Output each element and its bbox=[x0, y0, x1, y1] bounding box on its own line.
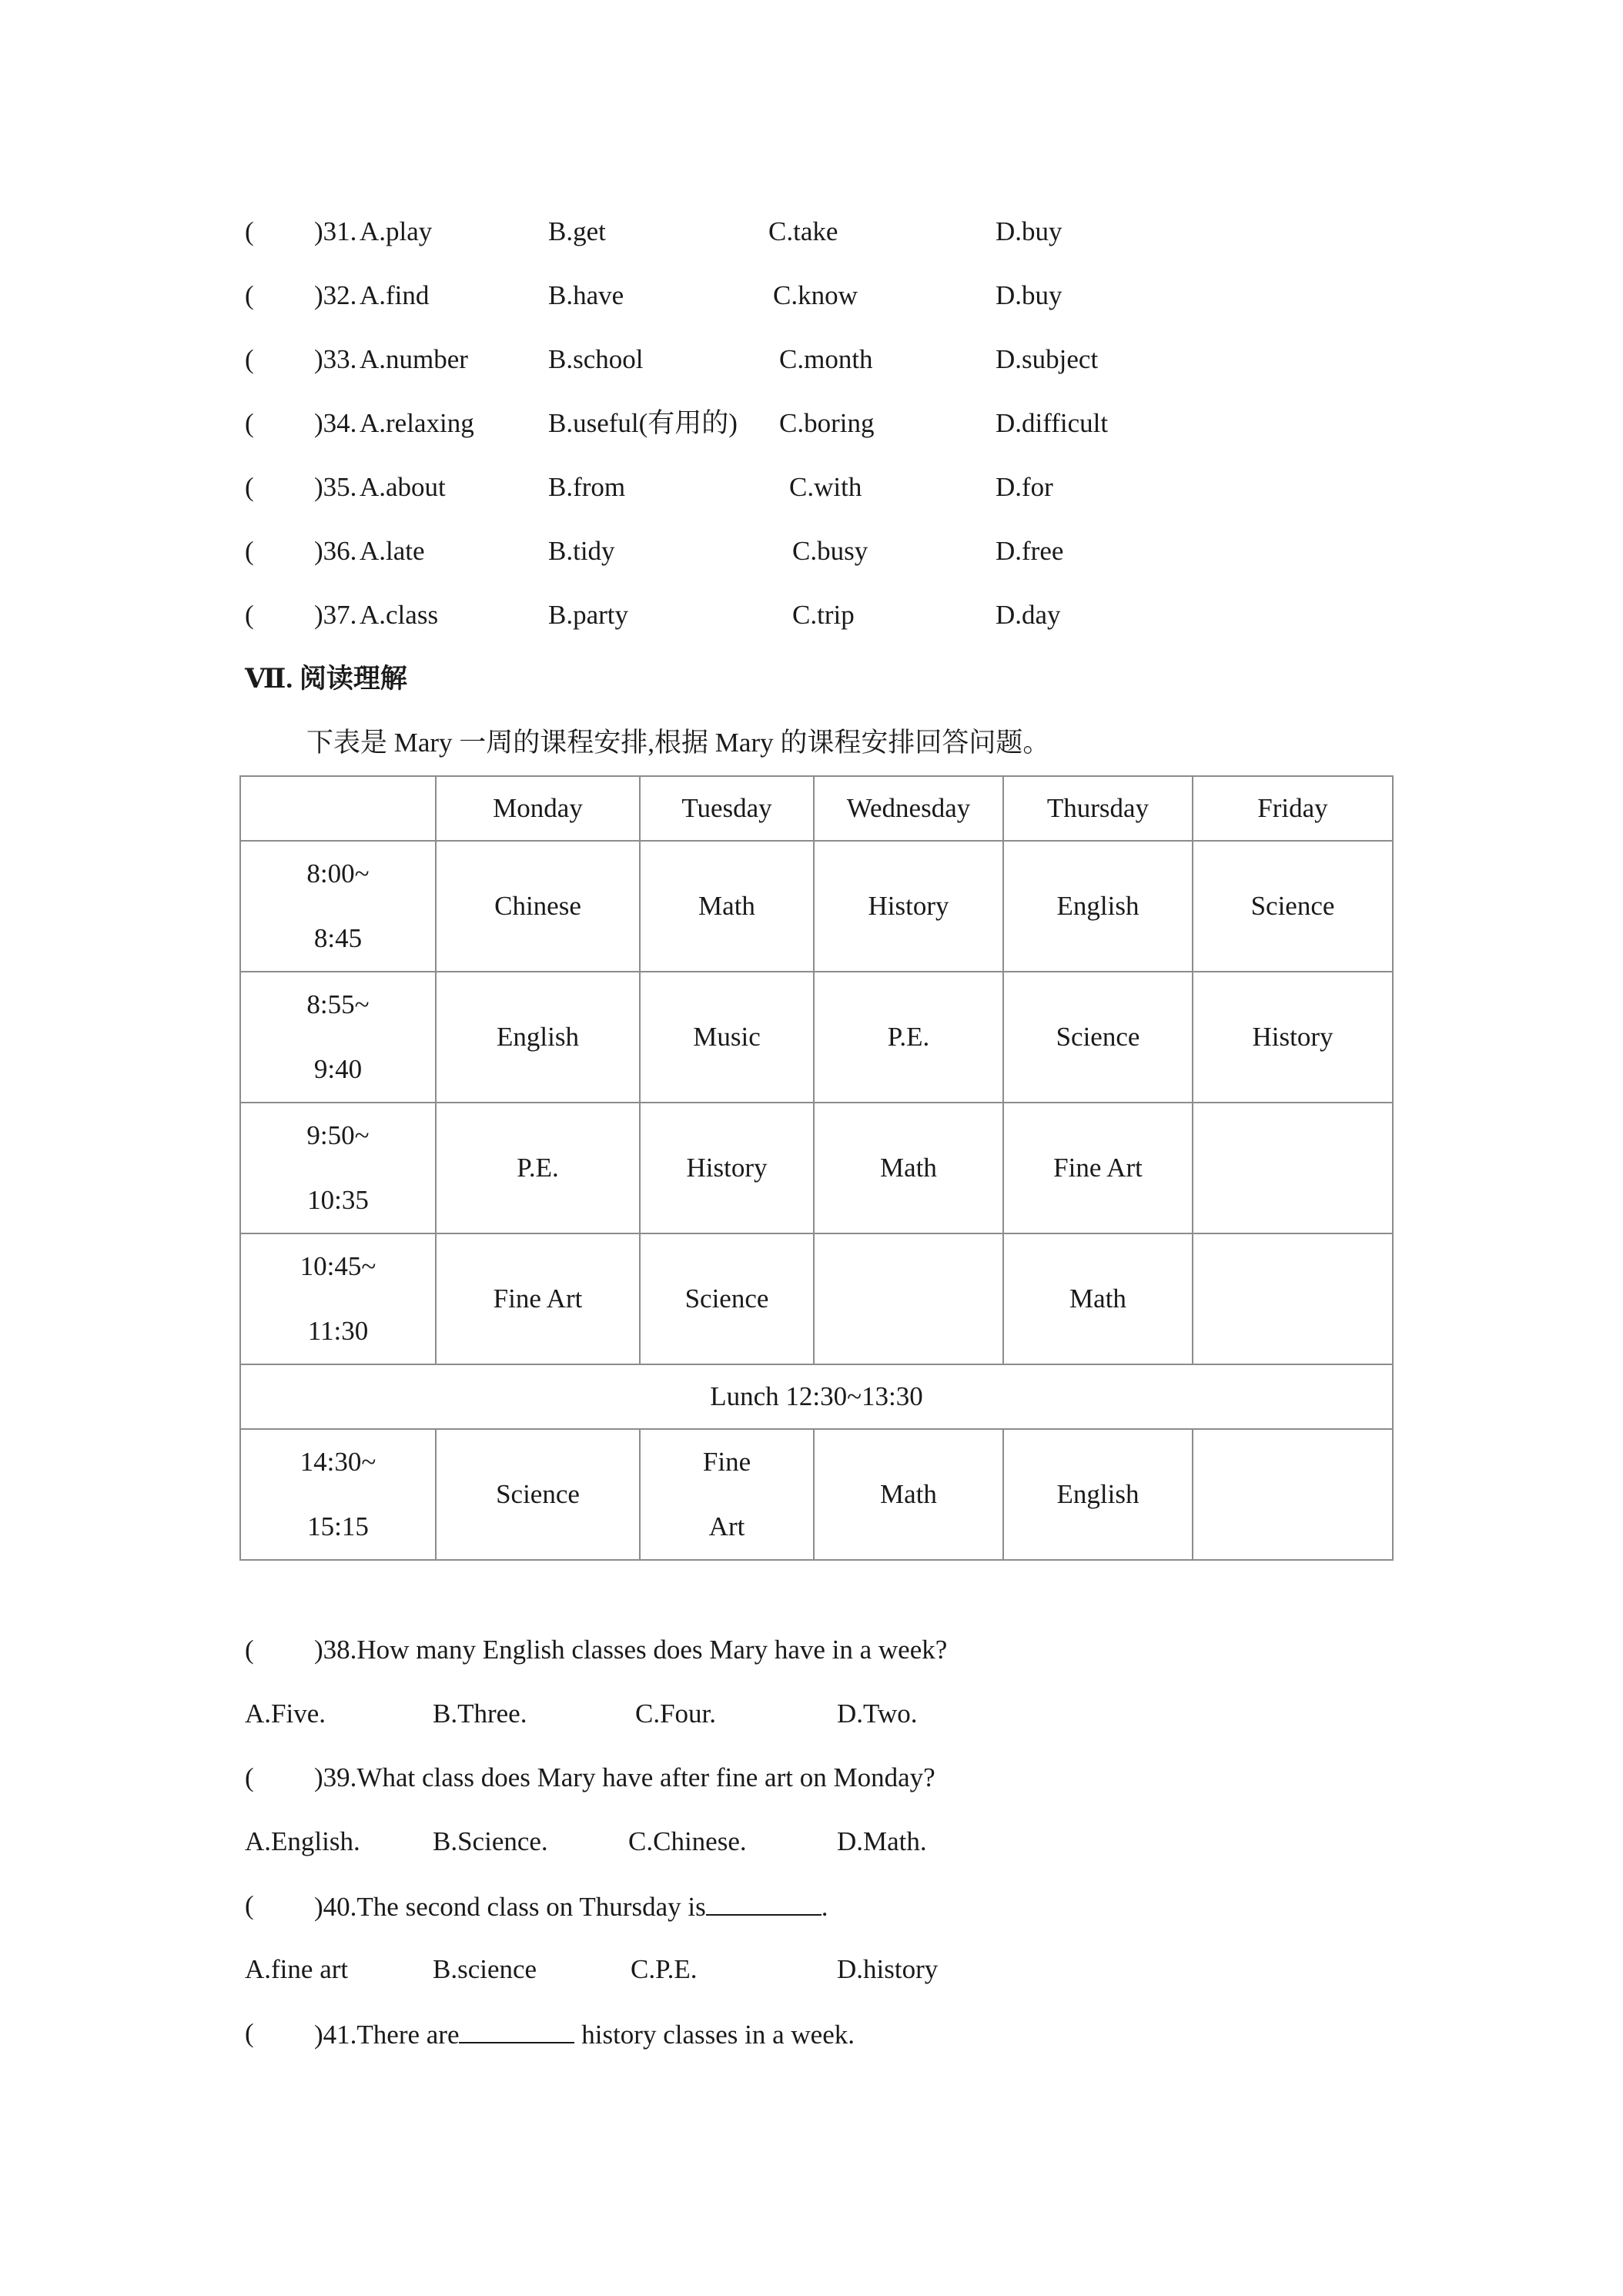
class-cell-line: Fine bbox=[702, 1447, 751, 1477]
answer-paren[interactable]: ( bbox=[245, 280, 254, 310]
answer-blank[interactable] bbox=[459, 2014, 574, 2043]
option-b: B.have bbox=[548, 280, 624, 310]
question-number: )37. bbox=[314, 600, 357, 630]
answer-paren[interactable]: ( bbox=[245, 1762, 254, 1792]
time-end: 15:15 bbox=[307, 1511, 369, 1541]
answer-paren[interactable]: ( bbox=[245, 408, 254, 438]
class-cell: Math bbox=[814, 1103, 1003, 1233]
time-start: 14:30~ bbox=[300, 1447, 376, 1477]
option-b: B.useful(有用的) bbox=[548, 408, 738, 438]
timetable-row bbox=[240, 972, 1393, 1103]
time-start: 10:45~ bbox=[300, 1251, 376, 1281]
option-d: D.subject bbox=[996, 344, 1099, 374]
class-cell bbox=[1193, 1429, 1393, 1560]
timetable-row bbox=[240, 1103, 1393, 1233]
class-cell: Science bbox=[1193, 841, 1393, 972]
option-b: B.from bbox=[548, 472, 626, 502]
option-b: B.Science. bbox=[433, 1826, 548, 1856]
answer-paren[interactable]: ( bbox=[245, 536, 254, 566]
timetable-header-row bbox=[240, 776, 1393, 841]
timetable-row-afternoon bbox=[240, 1429, 1393, 1560]
class-cell: English bbox=[1003, 1429, 1193, 1560]
option-b: B.Three. bbox=[433, 1699, 527, 1729]
class-cell: Math bbox=[640, 841, 814, 972]
class-cell: Science bbox=[436, 1429, 640, 1560]
option-d: D.Math. bbox=[837, 1826, 927, 1856]
option-c: C.busy bbox=[792, 536, 868, 566]
time-start: 8:55~ bbox=[306, 989, 370, 1019]
question-number: )35. bbox=[314, 472, 357, 502]
question-stem-after: . bbox=[821, 1892, 828, 1922]
option-a: A.number bbox=[360, 344, 468, 374]
option-d: D.buy bbox=[996, 216, 1062, 246]
option-b: B.get bbox=[548, 216, 606, 246]
question-stem bbox=[314, 2014, 855, 2054]
option-a: A.fine art bbox=[245, 1954, 349, 1984]
question-number: )34. bbox=[314, 408, 357, 438]
time-cell bbox=[240, 841, 436, 972]
class-cell: Music bbox=[640, 972, 814, 1103]
option-c: C.trip bbox=[792, 600, 855, 630]
answer-paren[interactable]: ( bbox=[245, 600, 254, 630]
time-start: 8:00~ bbox=[306, 858, 370, 889]
answer-blank[interactable] bbox=[706, 1886, 822, 1916]
option-a: A.late bbox=[360, 536, 425, 566]
class-cell: Science bbox=[1003, 972, 1193, 1103]
answer-paren[interactable]: ( bbox=[245, 1635, 254, 1665]
time-end: 10:35 bbox=[307, 1185, 369, 1215]
day-header: Thursday bbox=[1003, 776, 1193, 841]
question-number: )32. bbox=[314, 280, 357, 310]
lunch-row bbox=[240, 1364, 1393, 1429]
option-c: C.Four. bbox=[635, 1699, 717, 1729]
day-header: Wednesday bbox=[814, 776, 1003, 841]
section-instruction: 下表是 Mary 一周的课程安排,根据 Mary 的课程安排回答问题。 bbox=[306, 728, 1050, 758]
day-header: Monday bbox=[436, 776, 640, 841]
answer-paren[interactable]: ( bbox=[245, 344, 254, 374]
option-a: A.find bbox=[360, 280, 430, 310]
day-header: Tuesday bbox=[640, 776, 814, 841]
question-stem: )38.How many English classes does Mary have in a week? bbox=[314, 1635, 948, 1665]
option-a: A.English. bbox=[245, 1826, 360, 1856]
option-c: C.Chinese. bbox=[628, 1826, 747, 1856]
option-a: A.relaxing bbox=[360, 408, 474, 438]
option-a: A.Five. bbox=[245, 1699, 326, 1729]
class-cell: P.E. bbox=[814, 972, 1003, 1103]
answer-paren[interactable]: ( bbox=[245, 216, 254, 246]
class-cell: Fine Art bbox=[1003, 1103, 1193, 1233]
timetable-row bbox=[240, 1233, 1393, 1364]
question-number: )31. bbox=[314, 216, 357, 246]
timetable bbox=[239, 775, 1394, 1561]
time-end: 11:30 bbox=[307, 1316, 369, 1346]
option-c: C.know bbox=[773, 280, 858, 310]
question-stem-before: )41.There are bbox=[314, 2020, 460, 2050]
class-cell bbox=[640, 1429, 814, 1560]
question-stem-after: history classes in a week. bbox=[574, 2020, 855, 2050]
lunch-cell: Lunch 12:30~13:30 bbox=[240, 1364, 1393, 1429]
option-d: D.difficult bbox=[996, 408, 1109, 438]
class-cell: History bbox=[814, 841, 1003, 972]
time-cell bbox=[240, 1103, 436, 1233]
day-header: Friday bbox=[1193, 776, 1393, 841]
class-cell: History bbox=[1193, 972, 1393, 1103]
class-cell: Chinese bbox=[436, 841, 640, 972]
option-d: D.day bbox=[996, 600, 1061, 630]
option-b: B.tidy bbox=[548, 536, 615, 566]
class-cell: Fine Art bbox=[436, 1233, 640, 1364]
class-cell: P.E. bbox=[436, 1103, 640, 1233]
option-c: C.P.E. bbox=[631, 1954, 698, 1984]
class-cell: Science bbox=[640, 1233, 814, 1364]
question-stem: )39.What class does Mary have after fine art on Monday? bbox=[314, 1762, 935, 1792]
option-d: D.history bbox=[837, 1954, 939, 1984]
option-a: A.play bbox=[360, 216, 433, 246]
option-d: D.buy bbox=[996, 280, 1062, 310]
time-cell bbox=[240, 972, 436, 1103]
class-cell: English bbox=[436, 972, 640, 1103]
section-heading: Ⅶ. 阅读理解 bbox=[245, 664, 407, 694]
question-stem-before: )40.The second class on Thursday is bbox=[314, 1892, 706, 1922]
class-cell: Math bbox=[1003, 1233, 1193, 1364]
class-cell bbox=[1193, 1103, 1393, 1233]
option-c: C.with bbox=[789, 472, 862, 502]
class-cell bbox=[814, 1233, 1003, 1364]
option-d: D.free bbox=[996, 536, 1064, 566]
option-b: B.school bbox=[548, 344, 644, 374]
class-cell bbox=[1193, 1233, 1393, 1364]
class-cell: Math bbox=[814, 1429, 1003, 1560]
time-end: 8:45 bbox=[313, 923, 363, 953]
option-a: A.class bbox=[360, 600, 439, 630]
time-cell bbox=[240, 1233, 436, 1364]
option-c: C.month bbox=[779, 344, 873, 374]
class-cell: History bbox=[640, 1103, 814, 1233]
time-end: 9:40 bbox=[313, 1054, 363, 1084]
option-a: A.about bbox=[360, 472, 446, 502]
question-stem bbox=[314, 1886, 828, 1926]
timetable-row bbox=[240, 841, 1393, 972]
answer-paren[interactable]: ( bbox=[245, 472, 254, 502]
class-cell-line: Art bbox=[708, 1511, 745, 1541]
answer-paren[interactable]: ( bbox=[245, 2018, 254, 2048]
answer-paren[interactable]: ( bbox=[245, 1890, 254, 1920]
question-number: )33. bbox=[314, 344, 357, 374]
option-d: D.for bbox=[996, 472, 1053, 502]
option-d: D.Two. bbox=[837, 1699, 918, 1729]
option-b: B.party bbox=[548, 600, 629, 630]
option-c: C.boring bbox=[779, 408, 875, 438]
question-number: )36. bbox=[314, 536, 357, 566]
time-start: 9:50~ bbox=[306, 1120, 370, 1150]
corner-cell bbox=[240, 776, 436, 841]
option-b: B.science bbox=[433, 1954, 537, 1984]
class-cell: English bbox=[1003, 841, 1193, 972]
option-c: C.take bbox=[768, 216, 838, 246]
time-cell bbox=[240, 1429, 436, 1560]
